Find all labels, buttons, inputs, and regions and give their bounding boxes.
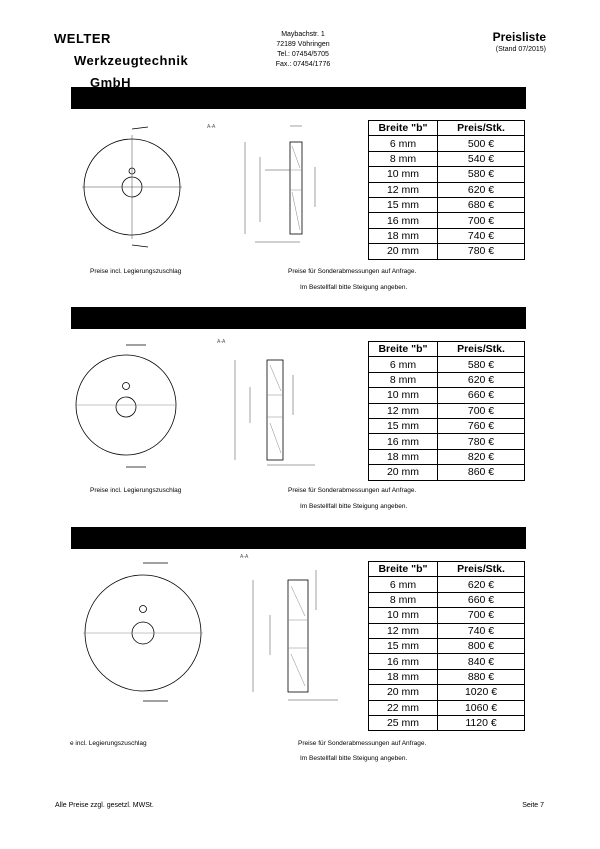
col-header-price: Preis/Stk.	[438, 342, 525, 357]
width-cell: 12 mm	[369, 403, 438, 418]
table-row	[369, 228, 525, 243]
alloy-note-3: e incl. Legierungszuschlag	[70, 740, 147, 747]
width-cell: 25 mm	[369, 715, 438, 730]
stand-date: (Stand 07/2015)	[495, 46, 546, 53]
table-row	[369, 623, 525, 638]
disc-section-view-3	[238, 550, 358, 715]
width-cell: 20 mm	[369, 685, 438, 700]
disc-section-view-1	[205, 112, 355, 257]
price-table-2	[368, 341, 525, 481]
price-cell: 580 €	[438, 167, 525, 182]
pitch-note-3: Im Bestellfall bitte Steigung angeben.	[300, 755, 408, 762]
price-cell: 500 €	[438, 136, 525, 151]
table-row	[369, 213, 525, 228]
table-row	[369, 449, 525, 464]
price-cell: 1060 €	[438, 700, 525, 715]
width-cell: 15 mm	[369, 197, 438, 212]
width-cell: 18 mm	[369, 228, 438, 243]
page-number: Seite 7	[522, 802, 544, 809]
width-cell: 8 mm	[369, 151, 438, 166]
width-cell: 12 mm	[369, 623, 438, 638]
fax: Fax.: 07454/1776	[275, 61, 331, 68]
disc-front-view-1	[78, 115, 198, 255]
special-note-1: Preise für Sonderabmessungen auf Anfrage.	[288, 268, 417, 275]
table-row	[369, 151, 525, 166]
width-cell: 10 mm	[369, 608, 438, 623]
price-cell: 860 €	[438, 465, 525, 480]
alloy-note-1: Preise incl. Legierungszuschlag	[90, 268, 182, 275]
price-cell: 800 €	[438, 638, 525, 653]
section-bar-3	[71, 527, 526, 549]
table-row	[369, 244, 525, 259]
price-cell: 700 €	[438, 403, 525, 418]
width-cell: 6 mm	[369, 357, 438, 372]
vat-note: Alle Preise zzgl. gesetzl. MWSt.	[55, 802, 154, 809]
svg-text:A-A: A-A	[217, 339, 226, 345]
table-row	[369, 654, 525, 669]
address-street: Maybachstr. 1	[281, 31, 325, 38]
pitch-note-1: Im Bestellfall bitte Steigung angeben.	[300, 284, 408, 291]
table-row	[369, 715, 525, 730]
width-cell: 15 mm	[369, 418, 438, 433]
col-header-width: Breite "b"	[369, 562, 438, 577]
table-row	[369, 465, 525, 480]
special-note-2: Preise für Sonderabmessungen auf Anfrage.	[288, 487, 417, 494]
price-cell: 580 €	[438, 357, 525, 372]
width-cell: 20 mm	[369, 465, 438, 480]
svg-text:A-A: A-A	[240, 554, 249, 560]
table-row	[369, 669, 525, 684]
table-row	[369, 685, 525, 700]
price-cell: 780 €	[438, 244, 525, 259]
width-cell: 12 mm	[369, 182, 438, 197]
price-table-1	[368, 120, 525, 260]
company-name-line2: Werkzeugtechnik	[74, 53, 189, 68]
price-cell: 1020 €	[438, 685, 525, 700]
width-cell: 16 mm	[369, 213, 438, 228]
width-cell: 6 mm	[369, 136, 438, 151]
table-row	[369, 182, 525, 197]
price-cell: 660 €	[438, 592, 525, 607]
table-row	[369, 388, 525, 403]
alloy-note-2: Preise incl. Legierungszuschlag	[90, 487, 182, 494]
company-name: WELTER	[54, 31, 111, 46]
width-cell: 16 mm	[369, 654, 438, 669]
price-cell: 780 €	[438, 434, 525, 449]
width-cell: 16 mm	[369, 434, 438, 449]
width-cell: 18 mm	[369, 449, 438, 464]
table-row	[369, 136, 525, 151]
price-table-3	[368, 561, 525, 731]
col-header-width: Breite "b"	[369, 342, 438, 357]
price-cell: 760 €	[438, 418, 525, 433]
price-cell: 740 €	[438, 228, 525, 243]
address-city: 72189 Vöhringen	[276, 41, 330, 48]
price-cell: 740 €	[438, 623, 525, 638]
svg-text:A-A: A-A	[207, 124, 216, 130]
width-cell: 10 mm	[369, 167, 438, 182]
price-cell: 540 €	[438, 151, 525, 166]
table-row	[369, 638, 525, 653]
price-cell: 1120 €	[438, 715, 525, 730]
doc-title: Preisliste	[492, 30, 546, 44]
disc-front-view-2	[70, 335, 190, 475]
price-cell: 620 €	[438, 577, 525, 592]
table-row	[369, 357, 525, 372]
table-row	[369, 608, 525, 623]
price-cell: 880 €	[438, 669, 525, 684]
table-row	[369, 434, 525, 449]
price-cell: 700 €	[438, 213, 525, 228]
col-header-width: Breite "b"	[369, 121, 438, 136]
phone: Tel.: 07454/5705	[277, 51, 329, 58]
price-cell: 660 €	[438, 388, 525, 403]
table-row	[369, 700, 525, 715]
width-cell: 6 mm	[369, 577, 438, 592]
width-cell: 8 mm	[369, 592, 438, 607]
width-cell: 18 mm	[369, 669, 438, 684]
pitch-note-2: Im Bestellfall bitte Steigung angeben.	[300, 503, 408, 510]
width-cell: 10 mm	[369, 388, 438, 403]
price-cell: 820 €	[438, 449, 525, 464]
table-row	[369, 403, 525, 418]
disc-front-view-3	[78, 555, 208, 715]
table-row	[369, 577, 525, 592]
section-bar-2	[71, 307, 526, 329]
table-row	[369, 167, 525, 182]
price-cell: 840 €	[438, 654, 525, 669]
width-cell: 22 mm	[369, 700, 438, 715]
table-row	[369, 418, 525, 433]
disc-section-view-2	[215, 335, 345, 470]
section-bar-1	[71, 87, 526, 109]
col-header-price: Preis/Stk.	[438, 562, 525, 577]
price-cell: 700 €	[438, 608, 525, 623]
col-header-price: Preis/Stk.	[438, 121, 525, 136]
special-note-3: Preise für Sonderabmessungen auf Anfrage.	[298, 740, 427, 747]
table-row	[369, 372, 525, 387]
width-cell: 15 mm	[369, 638, 438, 653]
price-cell: 620 €	[438, 182, 525, 197]
price-cell: 680 €	[438, 197, 525, 212]
width-cell: 20 mm	[369, 244, 438, 259]
company-name-line3: GmbH	[90, 75, 131, 87]
table-row	[369, 197, 525, 212]
table-row	[369, 592, 525, 607]
price-cell: 620 €	[438, 372, 525, 387]
width-cell: 8 mm	[369, 372, 438, 387]
